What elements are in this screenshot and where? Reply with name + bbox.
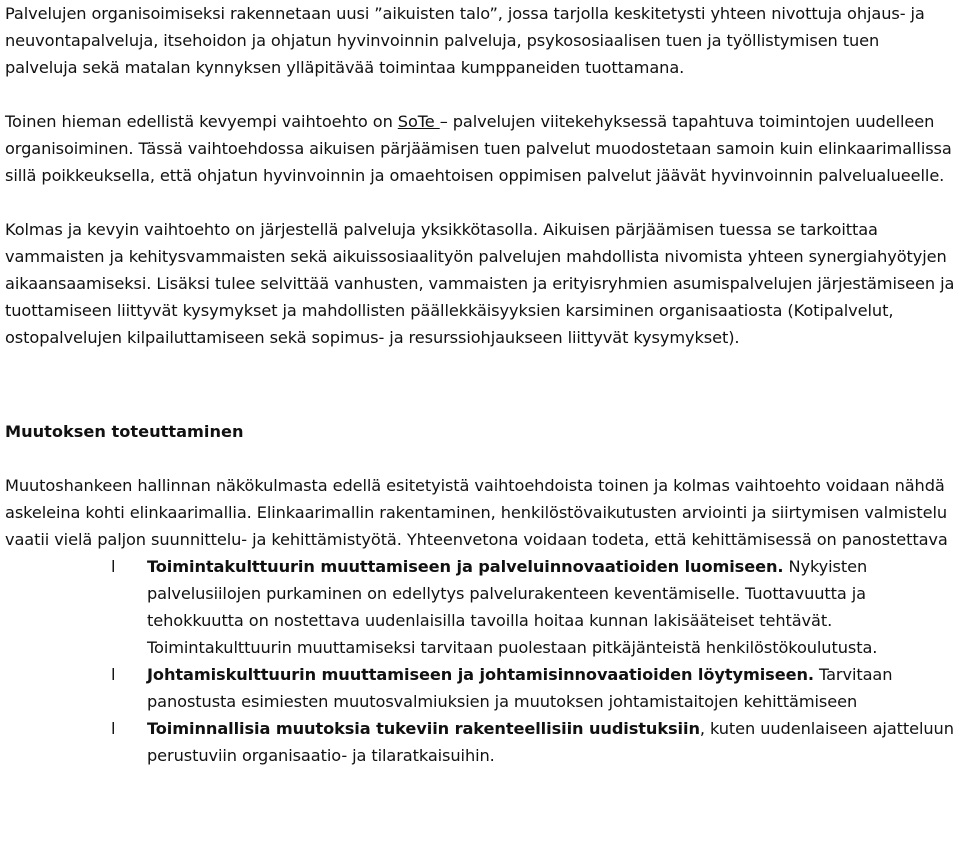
list-item	[5, 661, 956, 715]
priority-list	[5, 553, 956, 769]
list-item-text: Nykyisten palvelusiilojen purkaminen on edellytys palvelurakenteen keventämiselle. Tuottavuutta ja tehokkuutta on nostettava uudenlaisilla tavoilla hoitaa kunnan lakisääteiset tehtävät. Toimintakulttuurin muuttamiseksi tarvitaan puolestaan pitkäjänteistä henkilöstökoulutusta.	[147, 557, 878, 657]
sote-underlined: SoTe	[397, 112, 440, 131]
list-item	[5, 715, 956, 769]
list-item-bold: Toiminnallisia muutoksia tukeviin rakenteellisiin uudistuksiin	[147, 719, 700, 738]
paragraph-sote-before: Toinen hieman edellistä kevyempi vaihtoehto on	[5, 112, 398, 131]
list-item-bold: Johtamiskulttuurin muuttamiseen ja johtamisinnovaatioiden löytymiseen.	[147, 665, 814, 684]
bullet-marker: l	[111, 719, 116, 738]
list-item-bold: Toimintakulttuurin muuttamiseen ja palveluinnovaatioiden luomiseen.	[147, 557, 784, 576]
paragraph-sote-after: – palvelujen viitekehyksessä tapahtuva toimintojen uudelleen organisoiminen. Tässä vaihtoehdossa aikuisen pärjäämisen tuen palvelut muodostetaan samoin kuin elinkaarimallissa sillä poikkeuksella, että ohjatun hyvinvoinnin ja omaehtoisen oppimisen palvelut jäävät hyvinvoinnin palvelualueelle.	[5, 112, 952, 185]
paragraph-third-alternative: Kolmas ja kevyin vaihtoehto on järjestellä palveluja yksikkötasolla. Aikuisen pärjäämisen tuessa se tarkoittaa vammaisten ja kehitysvammaisten sekä aikuissosiaalityön palvelujen mahdollista nivomista yhteen synergiahyötyjen aikaansaamiseksi. Lisäksi tulee selvittää vanhusten, vammaisten ja erityisryhmien asumispalvelujen järjestämiseen ja tuottamiseen liittyvät kysymykset ja mahdollisten päällekkäisyyksien karsiminen organisaatiosta (Kotipalvelut, ostopalvelujen kilpailuttamiseen sekä sopimus- ja resurssiohjaukseen liittyvät kysymykset).	[5, 220, 955, 347]
paragraph-aikuisten-talo: Palvelujen organisoimiseksi rakennetaan uusi ”aikuisten talo”, jossa tarjolla keskitetysti yhteen nivottuja ohjaus- ja neuvontapalveluja, itsehoidon ja ohjatun hyvinvoinnin palveluja, psykososiaalisen tuen ja työllistymisen tuen palveluja sekä matalan kynnyksen ylläpitävää toimintaa kumppaneiden tuottamana.	[5, 4, 925, 77]
paragraph-sote-alternative	[5, 108, 956, 189]
list-item	[5, 553, 956, 661]
section-heading: Muutoksen toteuttaminen	[5, 422, 244, 441]
bullet-marker: l	[111, 557, 116, 576]
paragraph-implementation: Muutoshankeen hallinnan näkökulmasta edellä esitetyistä vaihtoehdoista toinen ja kolmas vaihtoehto voidaan nähdä askeleina kohti elinkaarimallia. Elinkaarimallin rakentaminen, henkilöstövaikutusten arviointi ja siirtymisen valmistelu vaatii vielä paljon suunnittelu- ja kehittämistyötä. Yhteenvetona voidaan todeta, että kehittämisessä on panostettava	[5, 476, 948, 549]
bullet-marker: l	[111, 665, 116, 684]
list-item-text: , kuten uudenlaiseen ajatteluun perustuviin organisaatio- ja tilaratkaisuihin.	[147, 719, 954, 765]
list-item-text: Tarvitaan panostusta esimiesten muutosvalmiuksien ja muutoksen johtamistaitojen kehittämiseen	[147, 665, 893, 711]
